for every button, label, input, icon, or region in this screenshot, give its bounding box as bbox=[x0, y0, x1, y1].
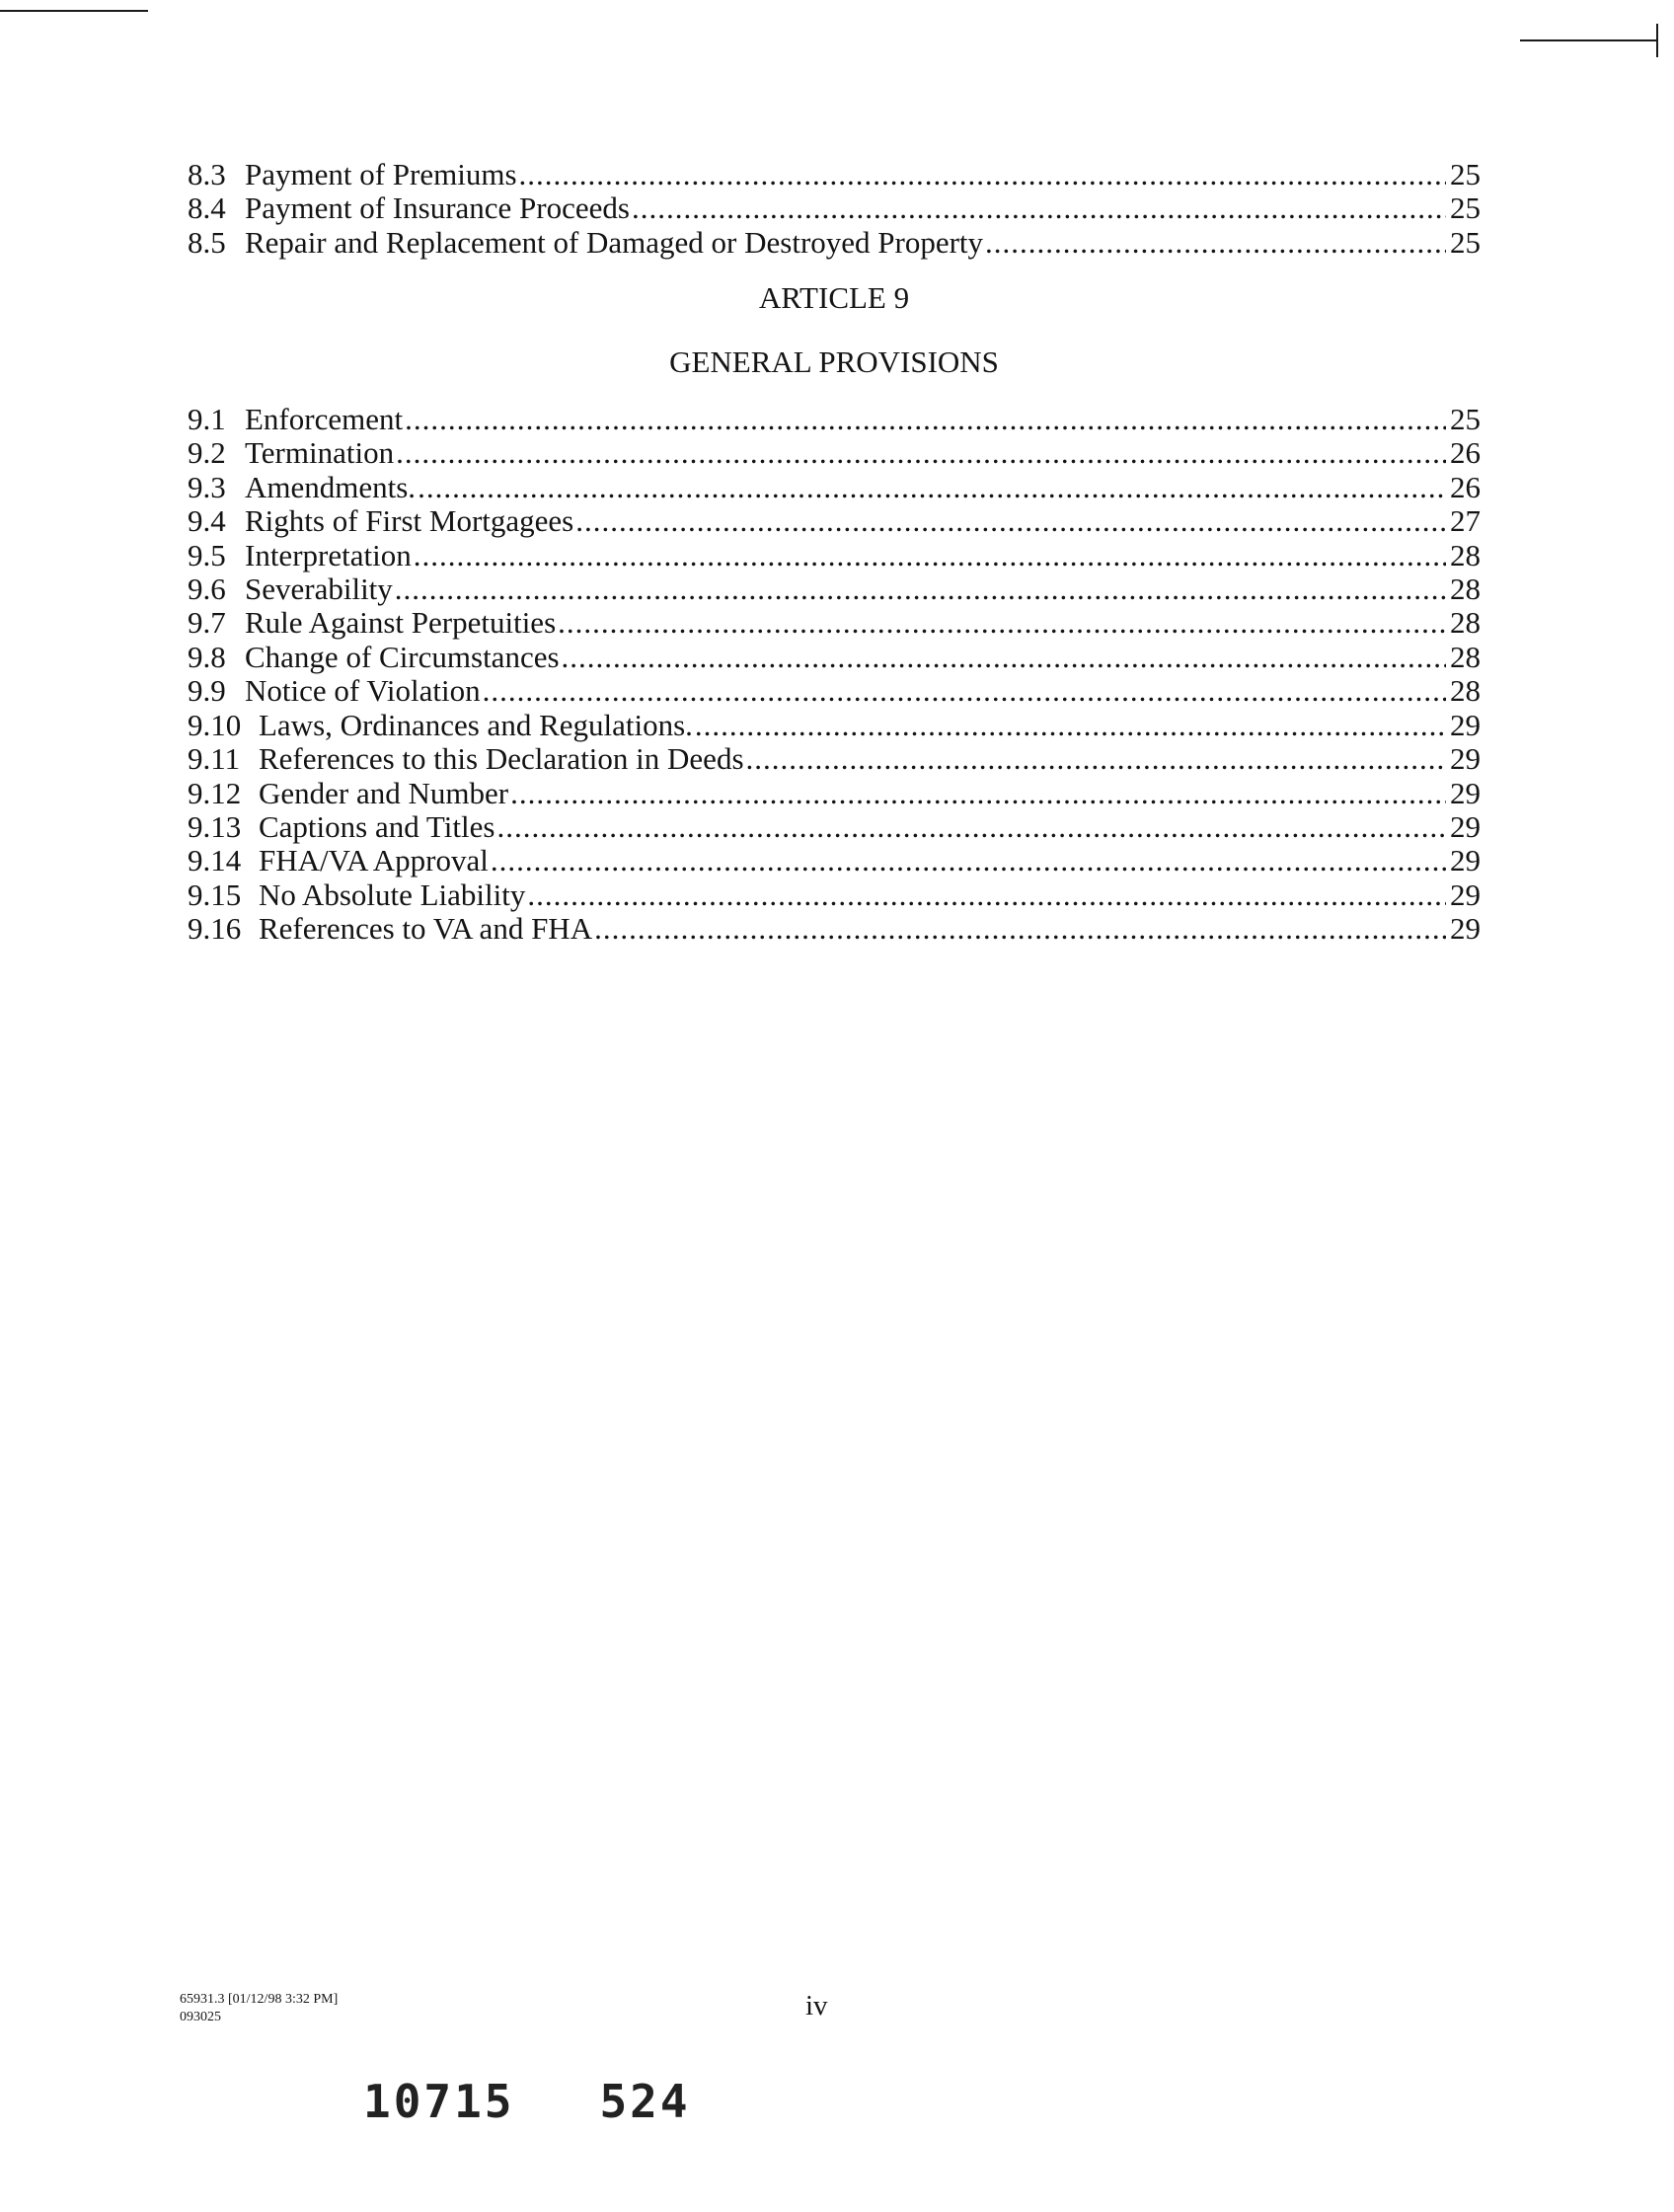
toc-dot-leader bbox=[395, 572, 1446, 606]
toc-entry-number: 9.10 bbox=[188, 707, 242, 742]
toc-dot-leader bbox=[405, 403, 1446, 436]
toc-entry-number: 9.1 bbox=[188, 402, 226, 437]
toc-article-9 bbox=[188, 403, 1481, 947]
toc-entry-title: Payment of Insurance Proceeds bbox=[245, 191, 630, 226]
toc-entry bbox=[188, 674, 1481, 708]
toc-dot-leader bbox=[558, 606, 1446, 640]
toc-entry bbox=[188, 810, 1481, 844]
toc-entry-title: Notice of Violation bbox=[245, 673, 481, 709]
toc-entry-title: Rule Against Perpetuities bbox=[245, 605, 557, 641]
toc-entry-title: References to this Declaration in Deeds bbox=[259, 741, 744, 777]
toc-dot-leader bbox=[985, 226, 1446, 260]
toc-entry bbox=[188, 878, 1481, 912]
toc-dot-leader bbox=[483, 674, 1446, 708]
client-number: 093025 bbox=[180, 2010, 221, 2024]
toc-entry-page: 29 bbox=[1450, 877, 1481, 912]
scan-edge-mark-top-left bbox=[0, 10, 148, 12]
toc-dot-leader bbox=[510, 777, 1446, 810]
toc-entry-number: 8.4 bbox=[188, 191, 226, 226]
document-id: 65931.3 [01/12/98 3:32 PM] bbox=[180, 1992, 339, 2007]
toc-entry bbox=[188, 844, 1481, 877]
toc-entry-page: 29 bbox=[1450, 843, 1481, 878]
toc-entry bbox=[188, 539, 1481, 572]
toc-entry-page: 29 bbox=[1450, 741, 1481, 777]
toc-entry bbox=[188, 191, 1481, 225]
toc-dot-leader bbox=[695, 709, 1446, 742]
toc-entry-title: Gender and Number bbox=[259, 775, 509, 810]
toc-dot-leader bbox=[414, 539, 1446, 572]
toc-entry-title: Enforcement bbox=[245, 402, 404, 437]
toc-entry-page: 28 bbox=[1450, 673, 1481, 709]
toc-entry-number: 9.12 bbox=[188, 775, 242, 810]
toc-entry bbox=[188, 912, 1481, 946]
toc-entry-page: 25 bbox=[1450, 402, 1481, 437]
toc-entry-title: FHA/VA Approval bbox=[259, 843, 489, 878]
toc-entry-title: Severability bbox=[245, 572, 393, 607]
toc-entry-page: 26 bbox=[1450, 469, 1481, 504]
toc-entry-title: Termination bbox=[245, 435, 395, 471]
toc-entry-number: 9.7 bbox=[188, 605, 226, 641]
toc-dot-leader bbox=[594, 912, 1446, 946]
toc-entry-title: Rights of First Mortgagees bbox=[245, 503, 574, 539]
toc-dot-leader bbox=[491, 844, 1446, 877]
toc-entry-page: 29 bbox=[1450, 911, 1481, 947]
toc-entry-number: 8.5 bbox=[188, 224, 226, 260]
scan-edge-mark-top-right-vertical bbox=[1656, 24, 1658, 57]
toc-dot-leader bbox=[527, 878, 1446, 912]
toc-entry bbox=[188, 436, 1481, 470]
toc-entry-title: Amendments. bbox=[245, 469, 417, 504]
toc-entry bbox=[188, 777, 1481, 810]
toc-entry bbox=[188, 641, 1481, 674]
toc-dot-leader bbox=[396, 436, 1446, 470]
section-heading: GENERAL PROVISIONS bbox=[669, 343, 999, 379]
toc-entry-number: 9.2 bbox=[188, 435, 226, 471]
toc-entry-title: References to VA and FHA bbox=[259, 911, 593, 947]
toc-entry-title: Interpretation bbox=[245, 537, 412, 572]
toc-dot-leader bbox=[562, 641, 1446, 674]
toc-entry-number: 9.13 bbox=[188, 808, 242, 844]
toc-dot-leader bbox=[418, 471, 1446, 504]
book-page-number: 524 bbox=[599, 2075, 691, 2128]
toc-article-8-continued bbox=[188, 158, 1481, 260]
toc-entry-title: No Absolute Liability bbox=[259, 877, 526, 912]
toc-entry-number: 9.15 bbox=[188, 877, 242, 912]
toc-entry-page: 29 bbox=[1450, 707, 1481, 742]
toc-entry-title: Change of Circumstances bbox=[245, 639, 560, 674]
toc-dot-leader bbox=[575, 504, 1446, 538]
toc-entry-number: 9.8 bbox=[188, 639, 226, 674]
toc-entry bbox=[188, 158, 1481, 191]
toc-entry bbox=[188, 403, 1481, 436]
toc-entry bbox=[188, 504, 1481, 538]
toc-dot-leader bbox=[496, 810, 1446, 844]
toc-entry-page: 25 bbox=[1450, 224, 1481, 260]
toc-entry-page: 25 bbox=[1450, 157, 1481, 191]
toc-entry-number: 8.3 bbox=[188, 157, 226, 191]
toc-entry bbox=[188, 226, 1481, 260]
toc-entry-title: Payment of Premiums bbox=[245, 157, 517, 191]
toc-entry bbox=[188, 742, 1481, 776]
toc-dot-leader bbox=[519, 158, 1446, 191]
toc-entry-page: 29 bbox=[1450, 775, 1481, 810]
toc-dot-leader bbox=[746, 742, 1446, 776]
toc-entry-number: 9.4 bbox=[188, 503, 226, 539]
recording-stamp bbox=[363, 2075, 776, 2128]
page-number: iv bbox=[805, 1990, 828, 2021]
toc-entry-number: 9.3 bbox=[188, 469, 226, 504]
toc-entry-page: 28 bbox=[1450, 572, 1481, 607]
toc-entry-page: 25 bbox=[1450, 191, 1481, 226]
table-of-contents bbox=[188, 158, 1481, 947]
toc-dot-leader bbox=[632, 191, 1446, 225]
toc-entry-number: 9.11 bbox=[188, 741, 241, 777]
toc-entry-title: Captions and Titles bbox=[259, 808, 495, 844]
toc-entry-title: Repair and Replacement of Damaged or Destroyed Property bbox=[245, 224, 984, 260]
toc-entry-title: Laws, Ordinances and Regulations. bbox=[259, 707, 693, 742]
toc-entry-page: 29 bbox=[1450, 808, 1481, 844]
scan-edge-mark-top-right bbox=[1520, 39, 1658, 41]
toc-entry-page: 27 bbox=[1450, 503, 1481, 539]
toc-entry-number: 9.6 bbox=[188, 572, 226, 607]
toc-entry-page: 26 bbox=[1450, 435, 1481, 471]
toc-entry-number: 9.9 bbox=[188, 673, 226, 709]
book-number: 10715 bbox=[363, 2075, 515, 2128]
toc-entry bbox=[188, 471, 1481, 504]
document-stamp bbox=[180, 1991, 338, 2026]
toc-entry bbox=[188, 709, 1481, 742]
toc-entry bbox=[188, 572, 1481, 606]
toc-entry bbox=[188, 606, 1481, 640]
toc-entry-page: 28 bbox=[1450, 605, 1481, 641]
toc-entry-number: 9.14 bbox=[188, 843, 242, 878]
toc-entry-page: 28 bbox=[1450, 537, 1481, 572]
toc-entry-page: 28 bbox=[1450, 639, 1481, 674]
article-heading: ARTICLE 9 bbox=[758, 280, 910, 316]
toc-entry-number: 9.16 bbox=[188, 911, 242, 947]
toc-entry-number: 9.5 bbox=[188, 537, 226, 572]
